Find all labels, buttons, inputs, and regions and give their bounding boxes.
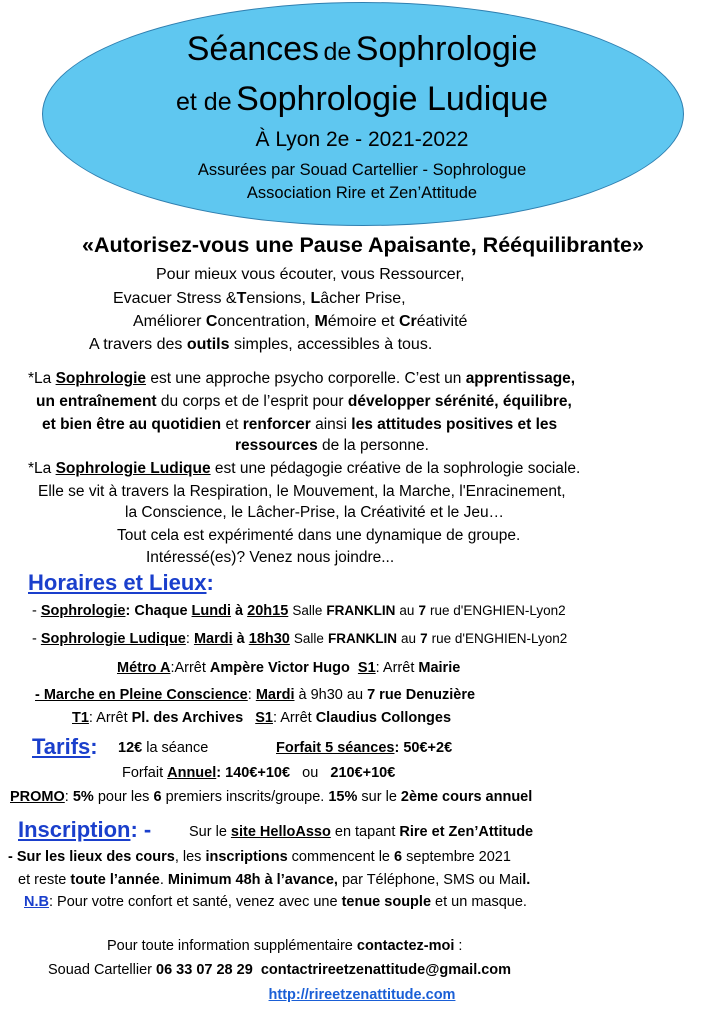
schedule-marche: - Marche en Pleine Conscience: Mardi à 9h30 au 7 rue Denuzière (35, 687, 476, 703)
tarifs-row-1: 12€ la séance (118, 740, 209, 756)
benefit-line-2: Evacuer Stress &Tensions, Lâcher Prise, (113, 290, 406, 307)
desc-line-7: la Conscience, le Lâcher-Prise, la Créativité et le Jeu… (125, 504, 505, 521)
website-line (0, 987, 724, 1003)
slogan: «Autorisez-vous une Pause Apaisante, Rééquilibrante» (82, 233, 644, 257)
inscription-line-3: et reste toute l’année. Minimum 48h à l’avance, par Téléphone, SMS ou Mail. (18, 872, 531, 888)
desc-line-2: un entraînement du corps et de l’esprit pour développer sérénité, équilibre, (36, 393, 572, 410)
contact-line-2 (48, 962, 511, 978)
benefit-line-1: Pour mieux vous écouter, vous Ressourcer, (156, 266, 465, 283)
inscription-line-2: - Sur les lieux des cours, les inscriptions commencent le 6 septembre 2021 (8, 849, 511, 865)
benefit-line-4: A travers des outils simples, accessibles à tous. (89, 336, 433, 353)
desc-line-9: Intéressé(es)? Venez nous joindre... (146, 549, 395, 566)
website-link[interactable]: http://rireetzenattitude.com (268, 987, 456, 1003)
location-dates: À Lyon 2e - 2021-2022 (255, 128, 469, 151)
nb-line: N.B: Pour votre confort et santé, venez avec une tenue souple et un masque. (24, 894, 527, 910)
organizer-line: Assurées par Souad Cartellier - Sophrologue (197, 161, 527, 179)
association-line: Association Rire et Zen’Attitude (246, 184, 478, 202)
contact-email[interactable]: contactrireetzenattitude@gmail.com (260, 962, 512, 978)
promo-line: PROMO: 5% pour les 6 premiers inscrits/groupe. 15% sur le 2ème cours annuel (10, 789, 533, 805)
tarifs-heading: Tarifs: (32, 734, 98, 759)
benefit-line-3: Améliorer Concentration, Mémoire et Créativité (133, 313, 468, 330)
tarifs-forfait-5: Forfait 5 séances: 50€+2€ (276, 740, 453, 756)
desc-line-3: et bien être au quotidien et renforcer ainsi les attitudes positives et les (42, 416, 558, 433)
desc-line-1: *La Sophrologie est une approche psycho corporelle. C’est un apprentissage, (28, 370, 576, 387)
contact-name: Souad Cartellier (48, 962, 152, 978)
contact-line-1: Pour toute information supplémentaire contactez-moi : (107, 938, 463, 954)
schedule-heading: Horaires et Lieux: (28, 570, 214, 595)
contact-phone: 06 33 07 28 29 (156, 962, 253, 978)
title-line-1: Séances de Sophrologie (186, 30, 538, 68)
desc-line-5: *La Sophrologie Ludique est une pédagogie créative de la sophrologie sociale. (28, 460, 581, 477)
inscription-line-1: Sur le site HelloAsso en tapant Rire et Zen’Attitude (189, 824, 534, 840)
schedule-metro: Métro A:Arrêt Ampère Victor Hugo S1: Arrêt Mairie (117, 660, 461, 676)
desc-line-8: Tout cela est expérimenté dans une dynamique de groupe. (117, 527, 521, 544)
desc-line-4: ressources de la personne. (235, 437, 429, 454)
desc-line-6: Elle se vit à travers la Respiration, le Mouvement, la Marche, l'Enracinement, (38, 483, 566, 500)
schedule-sophrologie-ludique: - Sophrologie Ludique: Mardi à 18h30 Salle FRANKLIN au 7 rue d'ENGHIEN-Lyon2 (32, 631, 568, 647)
schedule-sophrologie: - Sophrologie: Chaque Lundi à 20h15 Salle FRANKLIN au 7 rue d'ENGHIEN-Lyon2 (32, 603, 566, 619)
tarifs-row-2: Forfait Annuel: 140€+10€ ou 210€+10€ (122, 765, 396, 781)
inscription-heading: Inscription: - (18, 817, 152, 842)
schedule-tram: T1: Arrêt Pl. des Archives S1: Arrêt Claudius Collonges (72, 710, 452, 726)
title-line-2: et de Sophrologie Ludique (176, 80, 548, 118)
